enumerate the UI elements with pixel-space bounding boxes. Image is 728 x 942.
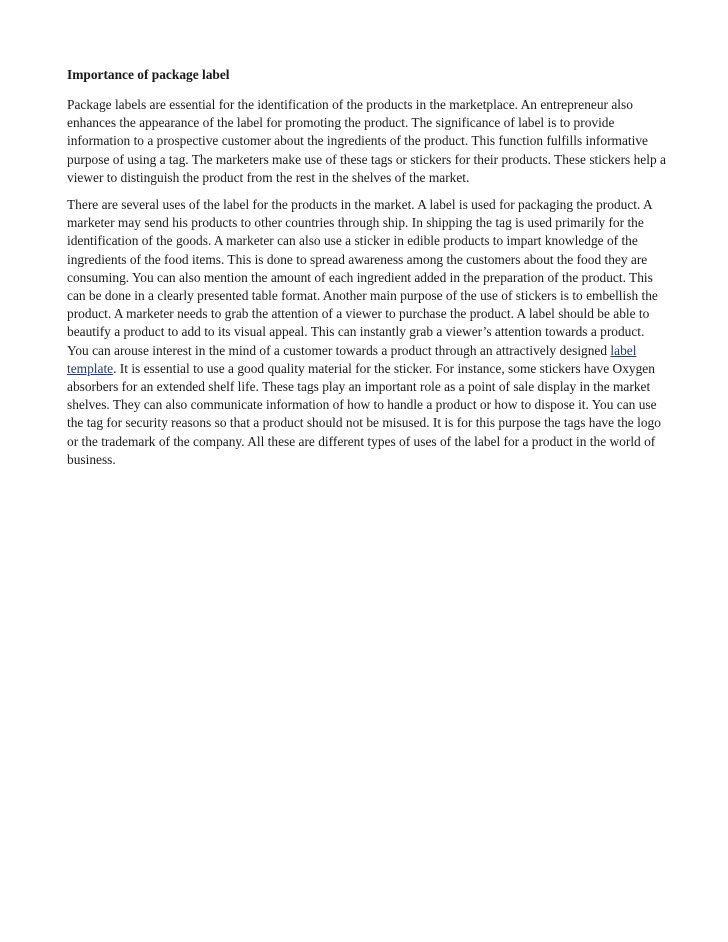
document-title: Importance of package label bbox=[67, 67, 230, 82]
paragraph-identification bbox=[67, 96, 667, 187]
label-template-link[interactable]: label template bbox=[67, 342, 637, 376]
document-page bbox=[67, 66, 667, 478]
paragraph-2-text-start: There are several uses of the label for the products in the market. A label is used for packaging the product. A marketer may send his products to other countries through ship. In shipping the tag is used primarily for the identification of the goods. A marketer can also use a sticker in edible products to impart knowledge of the ingredients of the food items. This is done to spread awareness among the customers about the food they are consuming. You can also mention the amount of each ingredient added in the preparation of the product. This can be done in a clearly presented table format. Another main purpose of the use of stickers is to embellish the product. A marketer needs to grab the attention of a viewer to purchase the product. A label should be able to beautify a product to add to its visual appeal. This can instantly grab a viewer’s attention towards a product. You can arouse interest in the mind of a customer towards a product through an attractively designed bbox=[67, 197, 658, 358]
paragraph-uses bbox=[67, 196, 667, 469]
paragraph-1-text: Package labels are essential for the identification of the products in the marketplace. An entrepreneur also enhances the appearance of the label for promoting the product. The significance of label is to provide information to a prospective customer about the ingredients of the product. This function fulfills informative purpose of using a tag. The marketers make use of these tags or stickers for their products. These stickers help a viewer to distinguish the product from the rest in the shelves of the market. bbox=[67, 97, 666, 185]
paragraph-2-text-end: . It is essential to use a good quality material for the sticker. For instance, some stickers have Oxygen absorbers for an extended shelf life. These tags play an important role as a point of sale display in the market shelves. They can also communicate information of how to handle a product or how to dispose it. You can use the tag for security reasons so that a product should not be misused. It is for this purpose the tags have the logo or the trademark of the company. All these are different types of uses of the label for a product in the world of business. bbox=[67, 360, 661, 467]
